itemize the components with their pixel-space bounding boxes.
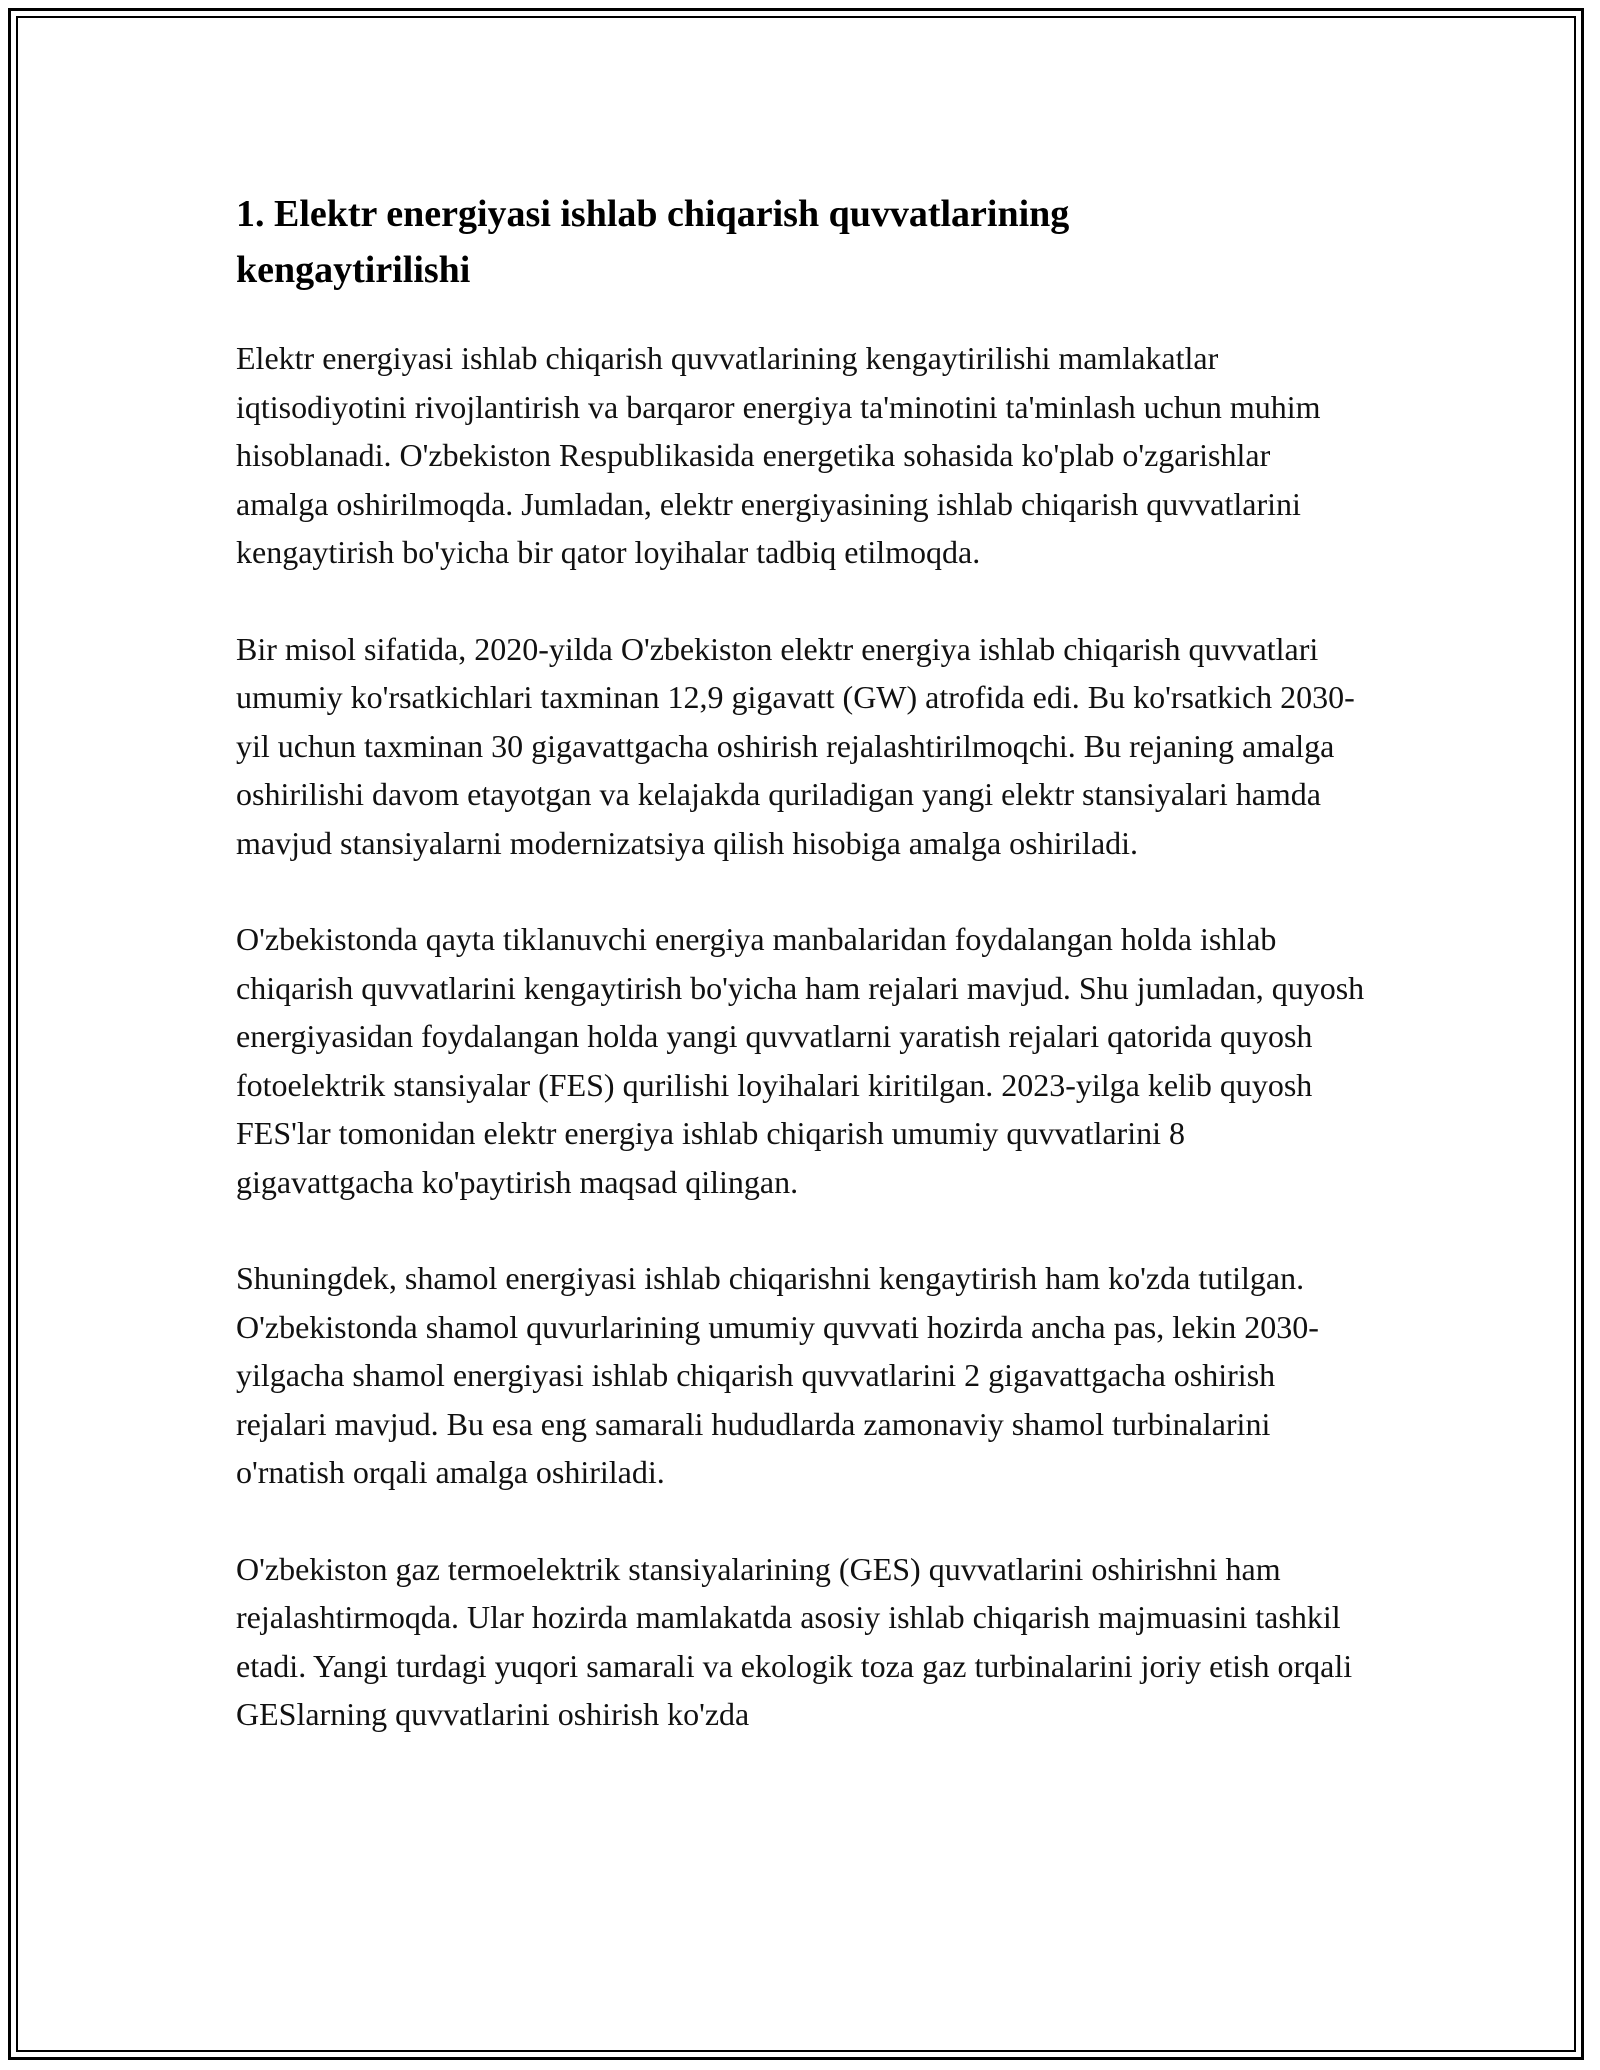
paragraph-5: O'zbekiston gaz termoelektrik stansiyalarining (GES) quvvatlarini oshirishni ham rejalashtirmoqda. Ular hozirda mamlakatda asosiy ishlab chiqarish majmuasini tashkil etadi. Yangi turdagi yuqori samarali va ekologik toza gaz turbinalarini joriy etish orqali GESlarning quvvatlarini oshirish ko'zda: [236, 1550, 1353, 1732]
paragraph-2: Bir misol sifatida, 2020-yilda O'zbekiston elektr energiya ishlab chiqarish quvvatlari umumiy ko'rsatkichlari taxminan 12,9 gigavatt (GW) atrofida edi. Bu ko'rsatkich 2030-yil uchun taxminan 30 gigavattgacha oshirish rejalashtirilmoqchi. Bu rejaning amalga oshirilishi davom etayotgan va kelajakda quriladigan yangi elektr stansiyalari hamda mavjud stansiyalarni modernizatsiya qilish hisobiga amalga oshiriladi.: [236, 630, 1355, 861]
paragraph-4: Shuningdek, shamol energiyasi ishlab chiqarishni kengaytirish ham ko'zda tutilgan. O'zbekistonda shamol quvurlarining umumiy quvvati hozirda ancha pas, lekin 2030-yilgacha shamol energiyasi ishlab chiqarish quvvatlarini 2 gigavattgacha oshirish rejalari mavjud. Bu esa eng samarali hududlarda zamonaviy shamol turbinalarini o'rnatish orqali amalga oshiriladi.: [236, 1260, 1319, 1490]
section-heading: 1. Elektr energiyasi ishlab chiqarish quvvatlarining kengaytirilishi: [236, 193, 1070, 291]
paragraph-1: Elektr energiyasi ishlab chiqarish quvvatlarining kengaytirilishi mamlakatlar iqtisodiyotini rivojlantirish va barqaror energiya ta'minotini ta'minlash uchun muhim hisoblanadi. O'zbekiston Respublikasida energetika sohasida ko'plab o'zgarishlar amalga oshirilmoqda. Jumladan, elektr energiyasining ishlab chiqarish quvvatlarini kengaytirish bo'yicha bir qator loyihalar tadbiq etilmoqda.: [236, 340, 1321, 570]
paragraph-3: O'zbekistonda qayta tiklanuvchi energiya manbalaridan foydalangan holda ishlab chiqarish quvvatlarini kengaytirish bo'yicha ham rejalari mavjud. Shu jumladan, quyosh energiyasidan foydalangan holda yangi quvvatlarni yaratish rejalari qatorida quyosh fotoelektrik stansiyalar (FES) qurilishi loyihalari kiritilgan. 2023-yilga kelib quyosh FES'lar tomonidan elektr energiya ishlab chiqarish umumiy quvvatlarini 8 gigavattgacha ko'paytirish maqsad qilingan.: [236, 921, 1365, 1200]
document-body: [236, 186, 1366, 1787]
